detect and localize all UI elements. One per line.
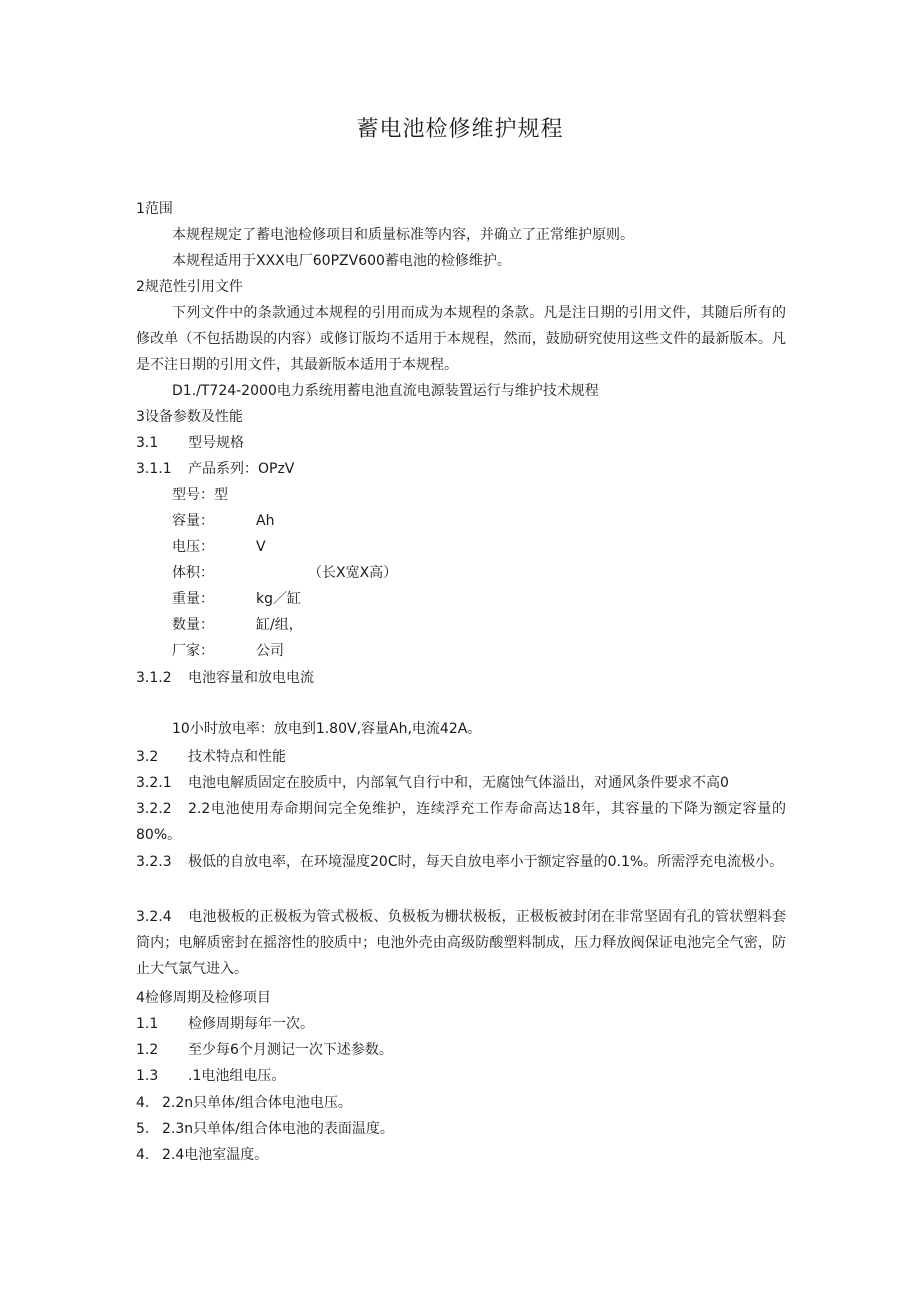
spec-value: V [256, 539, 266, 555]
maintenance-item [136, 1066, 786, 1086]
spec-label: 电压： [172, 539, 214, 555]
maintenance-item [136, 1145, 786, 1165]
spec-row-weight [172, 589, 786, 609]
item-number: 1.3 [136, 1068, 159, 1084]
item-number: 1.1 [136, 1016, 159, 1032]
spec-value: kg／缸 [256, 591, 301, 607]
subsection-number: 3.2.3 [136, 854, 172, 870]
spec-label: 重量： [172, 591, 214, 607]
subsection-3-1-1 [136, 459, 786, 479]
spec-value: 公司 [256, 643, 284, 659]
item-number: 4. [136, 1095, 150, 1111]
section-1-heading: 1范围 [136, 201, 173, 217]
subsection-text: 电池电解质固定在胶质中，内部氧气自行中和，无腐蚀气体溢出，对通风条件要求不高0 [188, 775, 729, 791]
subsection-text: 产品系列：OPzV [188, 461, 295, 477]
maintenance-item [136, 1014, 786, 1034]
subsection-number: 3.2 [136, 749, 159, 765]
subsection-text: 2.2电池使用寿命期间完全免维护，连续浮充工作寿命高达18年，其容量的下降为额定容量的80%。 [136, 801, 786, 843]
subsection-text: 极低的自放电率，在环境湿度20C时，每天自放电率小于额定容量的0.1%。所需浮充电流极小。 [188, 854, 784, 870]
spec-row-voltage [172, 537, 786, 557]
document-title: 蓄电池检修维护规程 [356, 117, 564, 142]
section-1-paragraph-2: 本规程适用于XXX电厂60PZV600蓄电池的检修维护。 [172, 253, 511, 269]
spec-row-quantity [172, 615, 786, 635]
spec-row-manufacturer [172, 641, 786, 661]
subsection-number: 3.2.4 [136, 909, 172, 925]
item-text: 至少每6个月测记一次下述参数。 [188, 1042, 393, 1058]
spec-label: 容量： [172, 513, 214, 529]
subsection-number: 3.1.2 [136, 670, 172, 686]
subsection-3-1-2 [136, 668, 786, 688]
subsection-3-2-1 [136, 773, 786, 793]
spec-row-model [172, 485, 786, 505]
item-text: 2.4电池室温度。 [162, 1147, 269, 1163]
subsection-number: 3.2.1 [136, 775, 172, 791]
section-1-paragraph-1: 本规程规定了蓄电池检修项目和质量标准等内容，并确立了正常维护原则。 [172, 227, 634, 243]
subsection-3-2 [136, 747, 786, 767]
spec-label: 型号：型 [172, 487, 228, 503]
subsection-3-2-2 [136, 796, 786, 848]
subsection-number: 3.1.1 [136, 461, 172, 477]
maintenance-item [136, 1119, 786, 1139]
maintenance-item [136, 1093, 786, 1113]
item-text: .1电池组电压。 [188, 1068, 286, 1084]
section-2-paragraph-1: 下列文件中的条款通过本规程的引用而成为本规程的条款。凡是注日期的引用文件，其随后所有的修改单（不包括勘误的内容）或修订版均不适用于本规程，然而，鼓励研究使用这些文件的最新版本。凡是不注日期的引用文件，其最新版本适用于本规程。 [136, 305, 786, 373]
item-text: 2.2n只单体/组合体电池电压。 [162, 1095, 352, 1111]
item-text: 2.3n只单体/组合体电池的表面温度。 [162, 1121, 394, 1137]
spec-row-volume [172, 563, 786, 583]
discharge-rate-line: 10小时放电率：放电到1.80V,容量Ah,电流42A。 [172, 721, 482, 737]
spec-value: Ah [256, 513, 275, 529]
subsection-text: 型号规格 [188, 435, 244, 451]
subsection-3-1 [136, 433, 786, 453]
item-text: 检修周期每年一次。 [188, 1016, 314, 1032]
section-4-heading: 4检修周期及检修项目 [136, 990, 271, 1006]
section-2-reference: D1./T724-2000电力系统用蓄电池直流电源装置运行与维护技术规程 [172, 383, 599, 399]
subsection-number: 3.1 [136, 435, 159, 451]
subsection-3-2-3 [136, 849, 786, 875]
subsection-number: 3.2.2 [136, 801, 172, 817]
item-number: 5. [136, 1121, 150, 1137]
maintenance-item [136, 1040, 786, 1060]
spec-label: 体积： [172, 565, 214, 581]
section-3-heading: 3设备参数及性能 [136, 409, 243, 425]
spec-value: （长X宽X高） [308, 565, 398, 581]
subsection-text: 电池容量和放电电流 [188, 670, 314, 686]
section-2-heading: 2规范性引用文件 [136, 279, 243, 295]
subsection-text: 电池极板的正极板为管式极板、负极板为栅状极板，正极板被封闭在非常坚固有孔的管状塑料套筒内；电解质密封在摇溶性的胶质中；电池外壳由高级防酸塑料制成，压力释放阀保证电池完全气密，防止大气氯气进入。 [136, 909, 786, 977]
subsection-3-2-4 [136, 904, 786, 982]
spec-row-capacity [172, 511, 786, 531]
spec-label: 厂家： [172, 643, 214, 659]
spec-label: 数量： [172, 617, 214, 633]
item-number: 1.2 [136, 1042, 159, 1058]
spec-value: 缸/组， [256, 617, 303, 633]
subsection-text: 技术特点和性能 [188, 749, 286, 765]
item-number: 4. [136, 1147, 150, 1163]
